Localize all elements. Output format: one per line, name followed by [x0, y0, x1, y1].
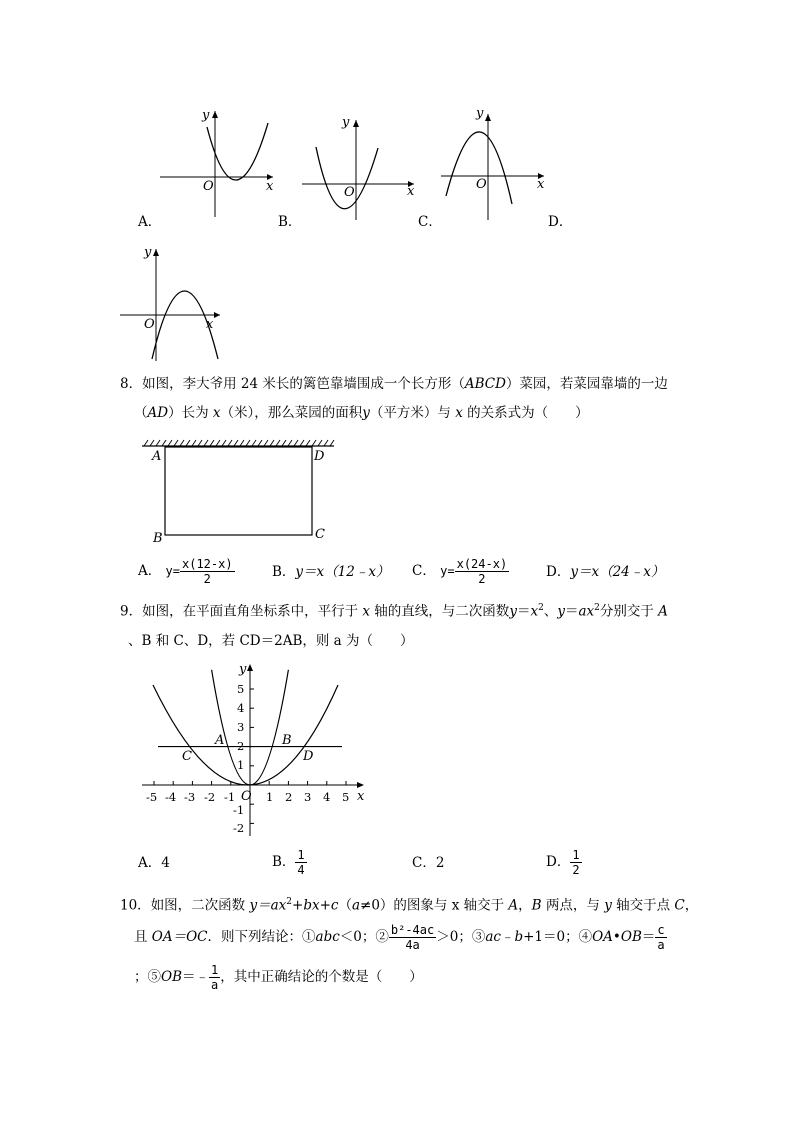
- q7a-y-label: y: [202, 108, 210, 123]
- q8-label-a: A: [152, 449, 162, 464]
- q10-line2: 且 OA＝OC．则下列结论：①abc＜0；② $\frac{\text{b²-4ac}}{4a}$ ＞0；③ac﹣b+1＝0；④OA•OB＝ $\frac{c}{a}$: [134, 923, 665, 952]
- q8-line1: 8．如图，李大爷用 24 米长的篱笆靠墙围成一个长方形（ABCD）菜园，若菜园靠墙的一边: [120, 376, 668, 392]
- q9-option-a: A．4: [138, 855, 170, 871]
- q7-graph-b: [298, 112, 423, 222]
- q9-ytick-2: 2: [237, 739, 245, 753]
- q7-option-a: A．: [138, 214, 162, 230]
- q7b-x-label: x: [407, 184, 415, 199]
- q8-line2: （AD）长为 x（米），那么菜园的面积y（平方米）与 x 的关系式为（ ）: [134, 405, 589, 421]
- q7b-origin: O: [344, 185, 355, 200]
- q9-xtick-5: 5: [342, 790, 350, 804]
- q7d-origin: O: [144, 317, 155, 332]
- q7-option-b: B．: [278, 214, 302, 230]
- q7a-origin: O: [203, 179, 214, 194]
- q8-option-d: D．y＝x（24﹣x）: [546, 564, 665, 580]
- q9-ytick-5: 5: [237, 682, 245, 696]
- q8-garden-diagram: [140, 438, 340, 546]
- q9-ytick-m2: -2: [233, 821, 245, 835]
- q7c-origin: O: [476, 177, 487, 192]
- q9-xtick-m1: -1: [224, 790, 236, 804]
- q10-line3: ；⑤OB＝﹣ $\frac{1}{a}$ ，其中正确结论的个数是（ ）: [134, 963, 423, 992]
- q7d-x-label: x: [206, 317, 214, 332]
- q8-label-c: C: [315, 527, 325, 542]
- q7b-y-label: y: [342, 115, 350, 130]
- q9-graph: [138, 660, 373, 840]
- q7-option-d: D．: [548, 214, 573, 230]
- q9-line2: 、B 和 C、D，若 CD＝2AB，则 a 为（ ）: [128, 633, 414, 649]
- q9-xtick-m5: -5: [146, 790, 158, 804]
- q8-label-b: B: [153, 531, 163, 546]
- q7-graph-c: [438, 104, 553, 222]
- q7c-y-label: y: [476, 106, 484, 121]
- q8-option-c: C． y= $\frac{x(24-x)}{2}$: [412, 557, 508, 586]
- q9-point-a: A: [215, 733, 225, 748]
- q9-y-label: y: [239, 662, 247, 677]
- q8-option-b: B．y＝x（12﹣x）: [272, 564, 390, 580]
- q9-option-d: D． $\frac{1}{2}$: [546, 848, 580, 877]
- q10-line1: 10．如图，二次函数 $y=ax^2+bx+c(a\ne 0)$的图象与 x 轴交于 A，B 两点，与 y 轴交于点 C，: [120, 897, 699, 914]
- q9-xtick-m3: -3: [184, 790, 196, 804]
- q9-ytick-m1: -1: [233, 803, 245, 817]
- q9-ytick-3: 3: [237, 720, 245, 734]
- q9-xtick-4: 4: [323, 790, 331, 804]
- q9-ytick-4: 4: [237, 701, 245, 715]
- q9-point-c: C: [182, 749, 192, 764]
- q7a-x-label: x: [266, 179, 274, 194]
- q9-option-c: C．2: [412, 855, 445, 871]
- q7c-x-label: x: [537, 177, 545, 192]
- q9-origin: O: [241, 789, 252, 804]
- q7d-y-label: y: [144, 245, 152, 260]
- q9-xtick-m2: -2: [204, 790, 216, 804]
- q9-x-label: x: [357, 789, 365, 804]
- q9-option-b: B． $\frac{1}{4}$: [272, 848, 305, 877]
- q9-xtick-2: 2: [285, 790, 293, 804]
- q9-line1: 9．如图，在平面直角坐标系中，平行于 x 轴的直线，与二次函数$y=x^2$、$y=ax^2$分别交于 A: [120, 603, 668, 620]
- q9-xtick-m4: -4: [165, 790, 177, 804]
- q8-option-a: A． y= $\frac{x(12-x)}{2}$: [138, 557, 233, 586]
- q9-point-b: B: [282, 733, 292, 748]
- q9-point-d: D: [303, 749, 314, 764]
- q7-graph-d: [118, 243, 228, 363]
- q9-ytick-1: 1: [237, 758, 245, 772]
- q7-option-c: C．: [418, 214, 442, 230]
- q9-xtick-1: 1: [266, 790, 274, 804]
- q8-label-d: D: [314, 449, 325, 464]
- q9-xtick-3: 3: [304, 790, 312, 804]
- q7-graph-a: [155, 105, 280, 220]
